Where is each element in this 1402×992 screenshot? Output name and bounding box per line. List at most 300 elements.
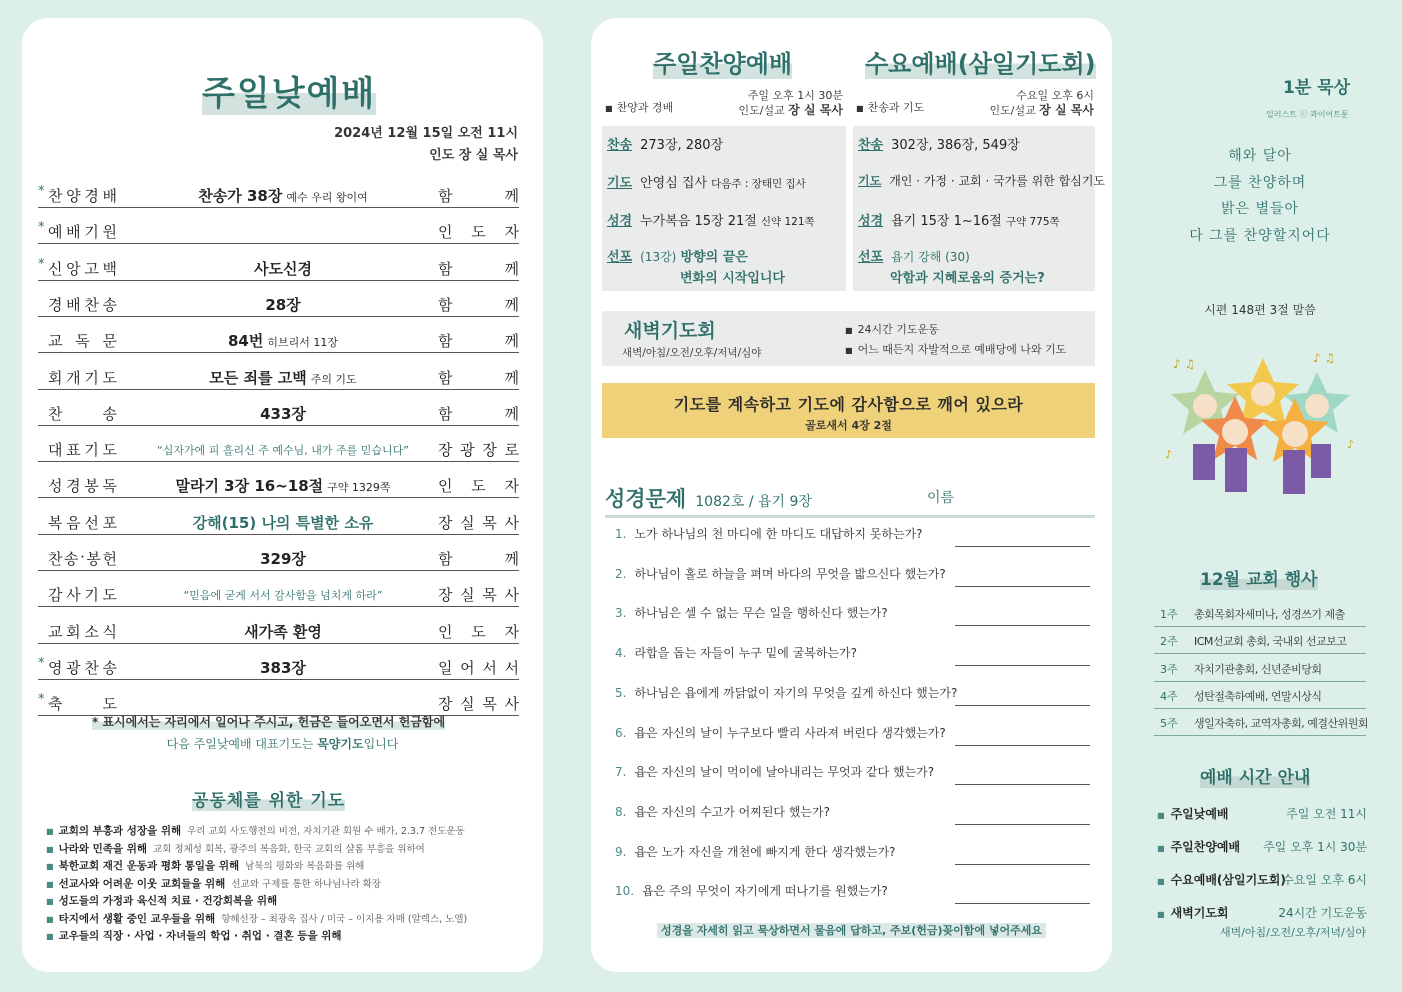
sunday-time: 주일 오후 1시 30분 인도/설교 장 실 목사 bbox=[738, 89, 843, 117]
order-name-char: 도 bbox=[102, 586, 118, 605]
content-main: 강해(15) 나의 특별한 소유 bbox=[192, 513, 374, 532]
question-number: 6. bbox=[615, 725, 627, 740]
order-name-char: 봉 bbox=[84, 477, 100, 496]
question-text bbox=[615, 684, 957, 701]
sunday-sermon: 선포 (13강) 방향의 끝은 bbox=[607, 250, 748, 265]
prayer-topic: 선교사와 어려운 이웃 교회들을 위해 bbox=[58, 877, 226, 890]
order-item-leader bbox=[438, 258, 519, 279]
worship-order-panel bbox=[22, 18, 543, 972]
leader-char: 서 bbox=[504, 658, 519, 677]
leader-char: 함 bbox=[438, 259, 453, 278]
order-item-content bbox=[128, 512, 438, 533]
order-row bbox=[38, 327, 519, 353]
wednesday-time: 수요일 오후 6시 인도/설교 장 실 목사 bbox=[989, 89, 1094, 117]
dawn-item: ■ 24시간 기도운동 bbox=[845, 321, 939, 337]
order-row bbox=[38, 436, 519, 462]
order-name-char: 경 bbox=[66, 477, 82, 496]
sunday-service-box bbox=[602, 126, 846, 291]
verse-reference: 골로새서 4장 2절 bbox=[805, 419, 892, 432]
leader-char: 도 bbox=[471, 223, 486, 242]
order-name-char: 독 bbox=[102, 477, 118, 496]
answer-line[interactable] bbox=[955, 625, 1090, 626]
quiz-name-label: 이름 bbox=[927, 490, 955, 506]
order-row bbox=[38, 291, 519, 317]
order-row bbox=[38, 545, 519, 571]
quiz-question bbox=[615, 801, 1090, 825]
leader-char: 자 bbox=[504, 223, 519, 242]
order-name-char: 예 bbox=[48, 223, 64, 242]
prayer-item bbox=[46, 858, 536, 876]
service-info-panel bbox=[591, 18, 1112, 972]
wednesday-prayer: 기도 개인 · 가정 · 교회 · 국가를 위한 합심기도 bbox=[858, 174, 1106, 188]
verse-banner bbox=[602, 383, 1095, 438]
question-number: 5. bbox=[615, 685, 627, 700]
order-name-char: 광 bbox=[66, 658, 82, 677]
leader-char: 장 bbox=[438, 441, 453, 460]
order-item-leader bbox=[438, 475, 519, 496]
order-item-leader bbox=[438, 294, 519, 315]
leader-char: 목 bbox=[482, 513, 497, 532]
leader-char: 서 bbox=[482, 658, 497, 677]
order-item-name bbox=[48, 330, 118, 351]
leader-char: 함 bbox=[438, 295, 453, 314]
event-name: ICM선교회 총회, 국내외 선교보고 bbox=[1194, 635, 1347, 649]
leader-char: 실 bbox=[460, 695, 475, 714]
order-name-char: 포 bbox=[102, 513, 118, 532]
question-number: 4. bbox=[615, 646, 627, 661]
order-item-content bbox=[128, 330, 438, 351]
sunday-prayer: 기도 안영심 집사 다음주 : 장태민 집사 bbox=[607, 176, 806, 191]
order-name-char: 기 bbox=[84, 223, 100, 242]
quiz-number: 1082호 / 욥기 9장 bbox=[695, 494, 812, 510]
order-item-leader bbox=[438, 367, 519, 388]
leader-char: 실 bbox=[460, 586, 475, 605]
order-name-char: 고 bbox=[84, 259, 100, 278]
order-name-char: 교 bbox=[48, 622, 64, 641]
prayer-topic: 교회의 부흥과 성장을 위해 bbox=[58, 825, 182, 837]
order-item-leader bbox=[438, 693, 519, 714]
star-mark: * bbox=[38, 256, 45, 272]
service-time-row bbox=[1157, 904, 1367, 921]
wednesday-sermon: 선포 욥기 강해 (30) bbox=[858, 250, 970, 265]
order-name-char: 사 bbox=[66, 586, 82, 605]
order-name-char: 표 bbox=[66, 441, 82, 460]
answer-line[interactable] bbox=[955, 546, 1090, 547]
quiz-question bbox=[615, 761, 1090, 785]
question-body: 라합을 돕는 자들이 누구 밑에 굴복하는가? bbox=[634, 646, 857, 661]
order-name-char: 배 bbox=[102, 187, 118, 205]
leader-char: 장 bbox=[438, 586, 453, 605]
order-item-name bbox=[48, 439, 118, 460]
order-row bbox=[38, 400, 519, 426]
prayer-topic: 북한교회 재건 운동과 평화 통일을 위해 bbox=[58, 860, 240, 872]
order-item-name bbox=[48, 512, 118, 533]
leader-char: 목 bbox=[482, 586, 497, 605]
order-row bbox=[38, 218, 519, 244]
order-item-name bbox=[48, 584, 118, 605]
leader-char: 로 bbox=[504, 441, 519, 460]
service-time: 수요일 오후 6시 bbox=[1282, 873, 1367, 887]
order-row bbox=[38, 509, 519, 535]
order-name-char: 배 bbox=[66, 295, 82, 314]
event-week: 4주 bbox=[1160, 689, 1178, 703]
order-row bbox=[38, 364, 519, 390]
order-item-content bbox=[128, 548, 438, 569]
next-prayer-note: 다음 주일낮예배 대표기도는 목양기도입니다 bbox=[166, 737, 399, 751]
service-time: 주일 오전 11시 bbox=[1286, 807, 1367, 821]
content-main: 433장 bbox=[260, 404, 306, 423]
worship-leader: 인도 장 실 목사 bbox=[429, 148, 518, 163]
order-name-char: 개 bbox=[66, 368, 82, 387]
svg-text:♪ ♫: ♪ ♫ bbox=[1313, 351, 1336, 365]
order-item-content bbox=[128, 294, 438, 315]
order-name-char: 소 bbox=[84, 622, 100, 641]
order-name-char: 축 bbox=[48, 695, 64, 714]
wednesday-service-title: 수요예배(삼일기도회) bbox=[865, 44, 1096, 79]
wednesday-head: ■ 찬송과 기도 bbox=[856, 101, 925, 114]
order-name-char: 회 bbox=[66, 622, 82, 641]
leader-char: 함 bbox=[438, 368, 453, 387]
order-item-content bbox=[128, 587, 438, 603]
event-row bbox=[1154, 710, 1369, 736]
prayer-topic: 교우들의 직장 · 사업 · 자녀들의 학업 · 취업 · 결혼 등을 위해 bbox=[58, 930, 342, 942]
leader-char: 께 bbox=[504, 368, 519, 387]
content-sub: 구약 1329쪽 bbox=[327, 481, 391, 495]
wednesday-service-box bbox=[853, 126, 1106, 291]
prayer-detail: 선교와 구제를 통한 하나님나라 확장 bbox=[231, 878, 382, 890]
order-item-name bbox=[48, 294, 118, 315]
content-main: 모든 죄를 고백 bbox=[209, 368, 307, 387]
order-item-name bbox=[48, 693, 118, 714]
star-mark: * bbox=[38, 655, 45, 671]
prayer-list bbox=[46, 823, 536, 946]
service-name: ■ 주일낮예배 bbox=[1157, 807, 1229, 821]
quiz-title: 성경문제 bbox=[605, 487, 687, 511]
order-item-name bbox=[48, 475, 118, 496]
order-item-leader bbox=[438, 548, 519, 569]
star-mark: * bbox=[38, 692, 45, 708]
standing-note: * 표시에서는 자리에서 일어나 주시고, 헌금은 들어오면서 헌금함에 bbox=[92, 715, 446, 729]
order-item-content bbox=[128, 621, 438, 642]
order-name-char: 도 bbox=[102, 441, 118, 460]
order-name-char: 찬 bbox=[48, 550, 64, 568]
wednesday-hymn: 찬송 302장, 386장, 549장 bbox=[858, 138, 1020, 153]
order-name-char: 도 bbox=[102, 695, 118, 714]
order-item-name bbox=[48, 258, 118, 279]
question-text bbox=[615, 525, 923, 542]
answer-line[interactable] bbox=[955, 784, 1090, 785]
order-item-content bbox=[128, 258, 438, 279]
star-mark: * bbox=[38, 184, 45, 199]
leader-char: 장 bbox=[438, 513, 453, 532]
leader-char: 목 bbox=[482, 695, 497, 714]
order-name-char: 기 bbox=[84, 368, 100, 387]
quiz-question bbox=[615, 682, 1090, 706]
order-name-char: 성 bbox=[48, 477, 64, 496]
event-name: 생일자축하, 교역자총회, 예결산위원회 bbox=[1194, 717, 1369, 731]
leader-char: 장 bbox=[438, 695, 453, 714]
quiz-question bbox=[615, 642, 1090, 666]
leader-char: 께 bbox=[504, 187, 519, 205]
order-name-char: 복 bbox=[48, 513, 64, 532]
question-body: 욥은 노가 자신을 개천에 빠지게 한다 생각했는가? bbox=[634, 844, 896, 859]
event-name: 총회목회자세미나, 성경쓰기 제출 bbox=[1194, 608, 1345, 621]
sunday-service-title: 주일찬양예배 bbox=[653, 44, 792, 79]
order-item-leader bbox=[438, 512, 519, 533]
question-text bbox=[615, 882, 888, 899]
order-item-content bbox=[128, 442, 438, 458]
event-row bbox=[1154, 601, 1366, 627]
question-text bbox=[615, 644, 857, 661]
order-item-leader bbox=[438, 221, 519, 242]
content-sub: 주의 기도 bbox=[310, 372, 357, 386]
sunday-scripture: 성경 누가복음 15장 21절 신약 121쪽 bbox=[607, 214, 815, 229]
question-number: 10. bbox=[615, 884, 635, 899]
svg-text:♪ ♫: ♪ ♫ bbox=[1173, 357, 1196, 371]
prayer-item bbox=[46, 823, 536, 841]
quiz-question bbox=[615, 841, 1090, 865]
content-main: 말라기 3장 16~18절 bbox=[175, 477, 324, 496]
order-name-char: 찬 bbox=[48, 187, 64, 205]
event-row bbox=[1154, 628, 1366, 654]
order-name-char: 백 bbox=[102, 259, 118, 278]
service-name: ■ 수요예배(삼일기도회) bbox=[1157, 873, 1286, 887]
prayer-topic: 타지에서 생활 중인 교우들을 위해 bbox=[58, 912, 216, 925]
question-body: 욥은 주의 무엇이 자기에게 떠나기를 원했는가? bbox=[642, 884, 888, 899]
wednesday-sermon-title: 악함과 지혜로움의 증거는? bbox=[890, 271, 1045, 286]
order-name-char: 봉 bbox=[86, 550, 102, 568]
question-number: 9. bbox=[615, 844, 627, 859]
worship-date: 2024년 12월 15일 오전 11시 bbox=[334, 126, 518, 141]
dawn-time-sub: 새벽/아침/오전/오후/저녁/심야 bbox=[1219, 926, 1366, 939]
content-main: 383장 bbox=[260, 658, 306, 677]
answer-line[interactable] bbox=[955, 824, 1090, 825]
question-number: 2. bbox=[615, 566, 627, 581]
order-name-char: 송 bbox=[102, 404, 118, 423]
leader-char: 사 bbox=[504, 513, 519, 532]
service-time-row bbox=[1157, 871, 1367, 888]
leader-char: 인 bbox=[438, 622, 453, 641]
order-name-char: 문 bbox=[102, 332, 118, 351]
answer-line[interactable] bbox=[955, 705, 1090, 706]
question-body: 욥은 자신의 날이 누구보다 빨리 사라져 버린다 생각했는가? bbox=[634, 725, 946, 740]
service-time-row bbox=[1157, 805, 1367, 822]
prayer-item bbox=[46, 928, 536, 946]
leader-char: 께 bbox=[504, 295, 519, 314]
order-name-char: 앙 bbox=[66, 259, 82, 278]
order-item-leader bbox=[438, 657, 519, 678]
order-name-char: 송 bbox=[102, 295, 118, 314]
question-text bbox=[615, 763, 934, 780]
order-name-char: 기 bbox=[84, 586, 100, 605]
question-text bbox=[615, 724, 946, 741]
order-name-char: 헌 bbox=[102, 550, 118, 568]
prayer-detail: 향해선장 – 최광옥 집사 / 미국 – 이지용 자매 (알렉스, 노엘) bbox=[221, 913, 468, 925]
content-main: 329장 bbox=[260, 550, 306, 568]
meditation-title: 1분 묵상 bbox=[1283, 78, 1351, 98]
leader-char: 함 bbox=[438, 404, 453, 423]
sunday-head: ■ 찬양과 경배 bbox=[605, 101, 674, 114]
answer-line[interactable] bbox=[955, 665, 1090, 666]
leader-char: 광 bbox=[460, 441, 475, 460]
order-item-content bbox=[128, 367, 438, 388]
question-text bbox=[615, 565, 946, 582]
wednesday-scripture: 성경 욥기 15장 1~16절 구약 775쪽 bbox=[858, 214, 1060, 229]
question-text bbox=[615, 843, 896, 860]
answer-line[interactable] bbox=[955, 586, 1090, 587]
order-item-content bbox=[128, 185, 438, 206]
question-body: 욥은 자신의 날이 먹이에 날아내리는 무엇과 같다 했는가? bbox=[634, 765, 935, 780]
leader-char: 사 bbox=[504, 695, 519, 714]
order-name-char: 대 bbox=[48, 441, 64, 460]
order-name-char: 회 bbox=[48, 368, 64, 387]
question-body: 욥은 자신의 수고가 어찌된다 했는가? bbox=[634, 804, 830, 819]
answer-line[interactable] bbox=[955, 903, 1090, 904]
question-text bbox=[615, 803, 830, 820]
question-body: 하나님은 셀 수 없는 무슨 일을 행하신다 했는가? bbox=[634, 606, 888, 621]
content-main: “십자가에 피 흘리신 주 예수님, 내가 주를 믿습니다” bbox=[157, 444, 409, 458]
page-title: 주일낮예배 bbox=[202, 66, 376, 115]
svg-text:♪: ♪ bbox=[1165, 448, 1173, 461]
question-number: 8. bbox=[615, 804, 627, 819]
leader-char: 일 bbox=[438, 658, 453, 677]
order-name-char: 식 bbox=[102, 622, 118, 641]
event-week: 1주 bbox=[1160, 608, 1178, 621]
quiz-question bbox=[615, 722, 1090, 746]
leader-char: 께 bbox=[504, 550, 519, 568]
answer-line[interactable] bbox=[955, 745, 1090, 746]
order-name-char: 음 bbox=[66, 513, 82, 532]
service-time: 24시간 기도운동 bbox=[1278, 906, 1367, 920]
order-item-name bbox=[48, 221, 118, 242]
content-main: “믿음에 굳게 서서 감사함을 넘치게 하라” bbox=[183, 589, 383, 603]
sunday-hymn: 찬송 273장, 280장 bbox=[607, 138, 724, 153]
svg-text:♪: ♪ bbox=[1347, 438, 1355, 451]
order-item-name bbox=[48, 657, 118, 678]
sunday-sermon-line2: 변화의 시작입니다 bbox=[680, 271, 785, 286]
order-name-char: 기 bbox=[84, 441, 100, 460]
prayer-item bbox=[46, 876, 536, 894]
choir-illustration bbox=[1163, 348, 1363, 508]
prayer-topic: 성도들의 가정과 육신적 치료 · 건강회복을 위해 bbox=[58, 895, 278, 907]
order-name-char: 경 bbox=[84, 187, 100, 205]
content-sub: 예수 우리 왕이여 bbox=[286, 191, 368, 204]
order-row bbox=[38, 255, 519, 281]
order-item-content bbox=[128, 403, 438, 424]
order-row bbox=[38, 654, 519, 680]
illustration-credit: 일러스트 ⓒ 콰이어트툰 bbox=[1266, 110, 1349, 119]
question-number: 7. bbox=[615, 765, 627, 780]
order-name-char: 찬 bbox=[84, 295, 100, 314]
content-sub: 히브리서 11장 bbox=[267, 336, 338, 350]
service-name: ■ 새벽기도회 bbox=[1157, 906, 1229, 920]
order-item-leader bbox=[438, 439, 519, 460]
dawn-prayer-times: 새벽/아침/오전/오후/저녁/심야 bbox=[622, 347, 762, 359]
quiz-question bbox=[615, 563, 1090, 587]
event-name: 성탄절축하예배, 연말시상식 bbox=[1194, 689, 1322, 703]
order-name-char: 교 bbox=[48, 332, 64, 351]
times-title: 예배 시간 안내 bbox=[1200, 763, 1310, 788]
quiz-question bbox=[615, 602, 1090, 626]
leader-char: 장 bbox=[482, 441, 497, 460]
leader-char: 실 bbox=[460, 513, 475, 532]
order-name-char: 원 bbox=[102, 223, 118, 242]
leader-char: 인 bbox=[438, 477, 453, 496]
order-item-leader bbox=[438, 330, 519, 351]
service-name: ■ 주일찬양예배 bbox=[1157, 840, 1240, 854]
order-name-char: 송 bbox=[64, 550, 80, 568]
order-item-name bbox=[48, 185, 118, 206]
service-time: 주일 오후 1시 30분 bbox=[1263, 840, 1367, 854]
order-item-name bbox=[48, 621, 118, 642]
star-mark: * bbox=[38, 220, 45, 236]
meditation-reference: 시편 148편 3절 말씀 bbox=[1204, 303, 1316, 317]
event-row bbox=[1154, 683, 1366, 709]
question-text bbox=[615, 604, 888, 621]
order-name-char: · bbox=[80, 548, 86, 566]
verse-text: 기도를 계속하고 기도에 감사함으로 깨어 있으라 bbox=[673, 395, 1024, 414]
order-item-name bbox=[48, 403, 118, 424]
events-title: 12월 교회 행사 bbox=[1200, 565, 1318, 590]
quiz-header bbox=[605, 483, 1095, 518]
leader-char: 도 bbox=[471, 622, 486, 641]
service-time-row bbox=[1157, 838, 1367, 855]
quiz-question bbox=[615, 880, 1090, 904]
question-body: 노가 하나님의 천 마디에 한 마디도 대답하지 못하는가? bbox=[634, 527, 923, 541]
order-item-leader bbox=[438, 185, 519, 206]
question-number: 1. bbox=[615, 527, 627, 541]
leader-char: 인 bbox=[438, 223, 453, 242]
quiz-question bbox=[615, 523, 1090, 547]
question-body: 하나님이 홀로 하늘을 펴며 바다의 무엇을 밟으신다 했는가? bbox=[634, 566, 946, 581]
order-name-char: 경 bbox=[48, 295, 64, 314]
question-number: 3. bbox=[615, 606, 627, 621]
answer-line[interactable] bbox=[955, 864, 1090, 865]
order-name-char: 송 bbox=[102, 658, 118, 677]
order-item-leader bbox=[438, 403, 519, 424]
prayer-detail: 교회 정체성 회복, 광주의 복음화, 한국 교회의 샬롬 부흥을 위하여 bbox=[153, 843, 425, 855]
order-name-char: 독 bbox=[75, 332, 91, 351]
order-item-leader bbox=[438, 584, 519, 605]
order-row bbox=[38, 472, 519, 498]
dawn-prayer-box bbox=[602, 311, 1095, 366]
order-name-char: 양 bbox=[66, 187, 82, 205]
leader-char: 자 bbox=[504, 477, 519, 496]
order-name-char: 감 bbox=[48, 586, 64, 605]
order-name-char: 배 bbox=[66, 223, 82, 242]
prayer-item bbox=[46, 841, 536, 859]
event-row bbox=[1154, 656, 1366, 682]
leader-char: 도 bbox=[471, 477, 486, 496]
content-main: 84번 bbox=[228, 332, 264, 351]
dawn-item: ■ 어느 때든지 자발적으로 예배당에 나와 기도 bbox=[845, 341, 1066, 357]
order-name-char: 찬 bbox=[48, 404, 64, 423]
meditation-poem: 해와 달아 그를 찬양하며 밝은 별들아 다 그를 찬양할지어다 bbox=[1189, 148, 1331, 244]
order-row bbox=[38, 581, 519, 607]
content-main: 28장 bbox=[265, 295, 301, 314]
leader-char: 께 bbox=[504, 332, 519, 351]
content-main: 사도신경 bbox=[254, 259, 312, 278]
order-item-name bbox=[48, 367, 118, 388]
leader-char: 함 bbox=[438, 187, 453, 205]
prayer-topic: 나라와 민족을 위해 bbox=[58, 842, 148, 855]
order-name-char: 영 bbox=[48, 658, 64, 677]
order-name-char: 찬 bbox=[84, 658, 100, 677]
leader-char: 함 bbox=[438, 550, 453, 568]
prayer-detail: 남북의 평화와 복음화를 위해 bbox=[245, 861, 365, 872]
event-week: 2주 bbox=[1160, 635, 1178, 649]
order-item-name bbox=[48, 548, 118, 569]
